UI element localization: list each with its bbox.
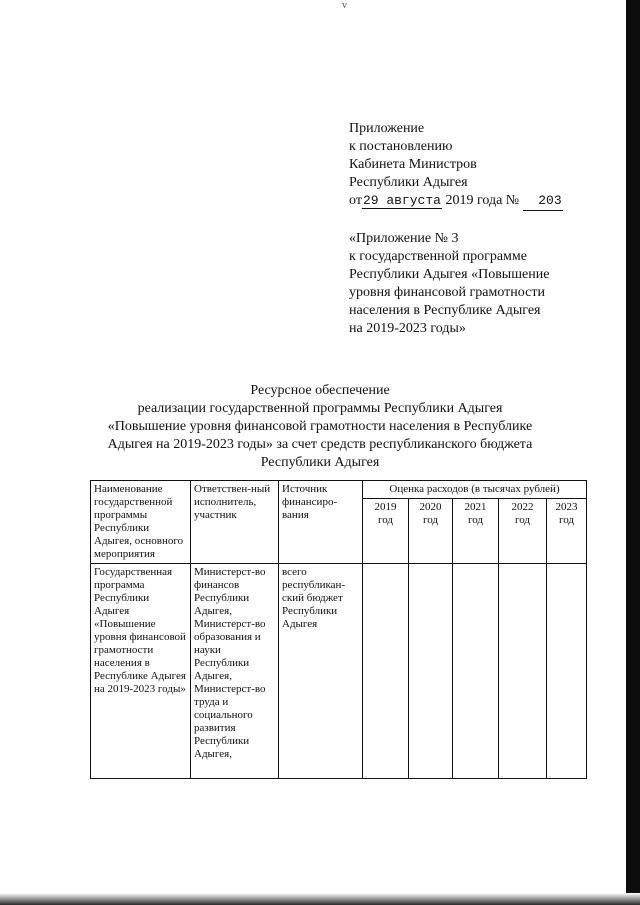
header-year-2023: 2023 год — [547, 499, 587, 564]
title-line-3: «Повышение уровня финансовой грамотности населения в Республике — [107, 419, 533, 434]
cell-source: всего республикан-ский бюджет Республики Адыгея — [279, 564, 363, 779]
cell-2020 — [409, 564, 453, 779]
cell-2022 — [499, 564, 547, 779]
cell-2023 — [547, 564, 587, 779]
program-ref-line-6: на 2019-2023 годы» — [349, 321, 466, 336]
header-name: Наименование государственной программы Республики Адыгея, основного мероприятия — [91, 481, 191, 564]
title-line-4: Адыгея на 2019-2023 годы» за счет средств республиканского бюджета — [107, 437, 533, 452]
date-suffix: 2019 года № — [445, 193, 520, 208]
program-reference-block — [349, 230, 589, 338]
attachment-date-line — [349, 192, 579, 211]
cell-executor: Министерст-во финансов Республики Адыгея, Министерст-во образования и науки Республики Адыгея, Министерст-во труда и социального развития Республики Адыгея, — [191, 564, 279, 779]
header-executor: Ответствен-ный исполнитель, участник — [191, 481, 279, 564]
title-line-2: реализации государственной программы Республики Адыгея — [137, 401, 503, 416]
decree-number: 203 — [523, 192, 563, 211]
program-ref-line-2: к государственной программе — [349, 249, 527, 264]
date-value: 29 августа — [362, 193, 441, 208]
document-title — [90, 382, 550, 472]
date-prefix: от — [349, 193, 362, 208]
header-year-2021: 2021 год — [453, 499, 499, 564]
table-row — [91, 564, 587, 779]
scan-edge-right — [626, 0, 640, 905]
header-year-2019: 2019 год — [363, 499, 409, 564]
header-source: Источник финансиро-вания — [279, 481, 363, 564]
header-year-2022: 2022 год — [499, 499, 547, 564]
attachment-block — [349, 120, 579, 211]
cell-2019 — [363, 564, 409, 779]
program-ref-line-1: «Приложение № 3 — [349, 231, 459, 246]
attachment-line-3: Кабинета Министров — [349, 157, 477, 172]
program-ref-line-4: уровня финансовой грамотности — [349, 285, 545, 300]
attachment-line-4: Республики Адыгея — [349, 175, 468, 190]
scan-edge-bottom — [0, 893, 640, 905]
attachment-line-2: к постановлению — [349, 139, 453, 154]
program-ref-line-5: населения в Республике Адыгея — [349, 303, 541, 318]
title-line-1: Ресурсное обеспечение — [250, 383, 390, 398]
header-year-2020: 2020 год — [409, 499, 453, 564]
attachment-line-1: Приложение — [349, 121, 425, 136]
header-estimate: Оценка расходов (в тысячах рублей) — [363, 481, 587, 499]
cell-program-name: Государственная программа Республики Адыгея «Повышение уровня финансовой грамотности населения в Республике Адыгея на 2019-2023 годы» — [91, 564, 191, 779]
program-ref-line-3: Республики Адыгея «Повышение — [349, 267, 550, 282]
scan-mark: v — [342, 0, 347, 11]
table-header-row — [91, 481, 587, 499]
resources-table — [90, 480, 587, 779]
cell-2021 — [453, 564, 499, 779]
title-line-5: Республики Адыгея — [260, 455, 380, 470]
